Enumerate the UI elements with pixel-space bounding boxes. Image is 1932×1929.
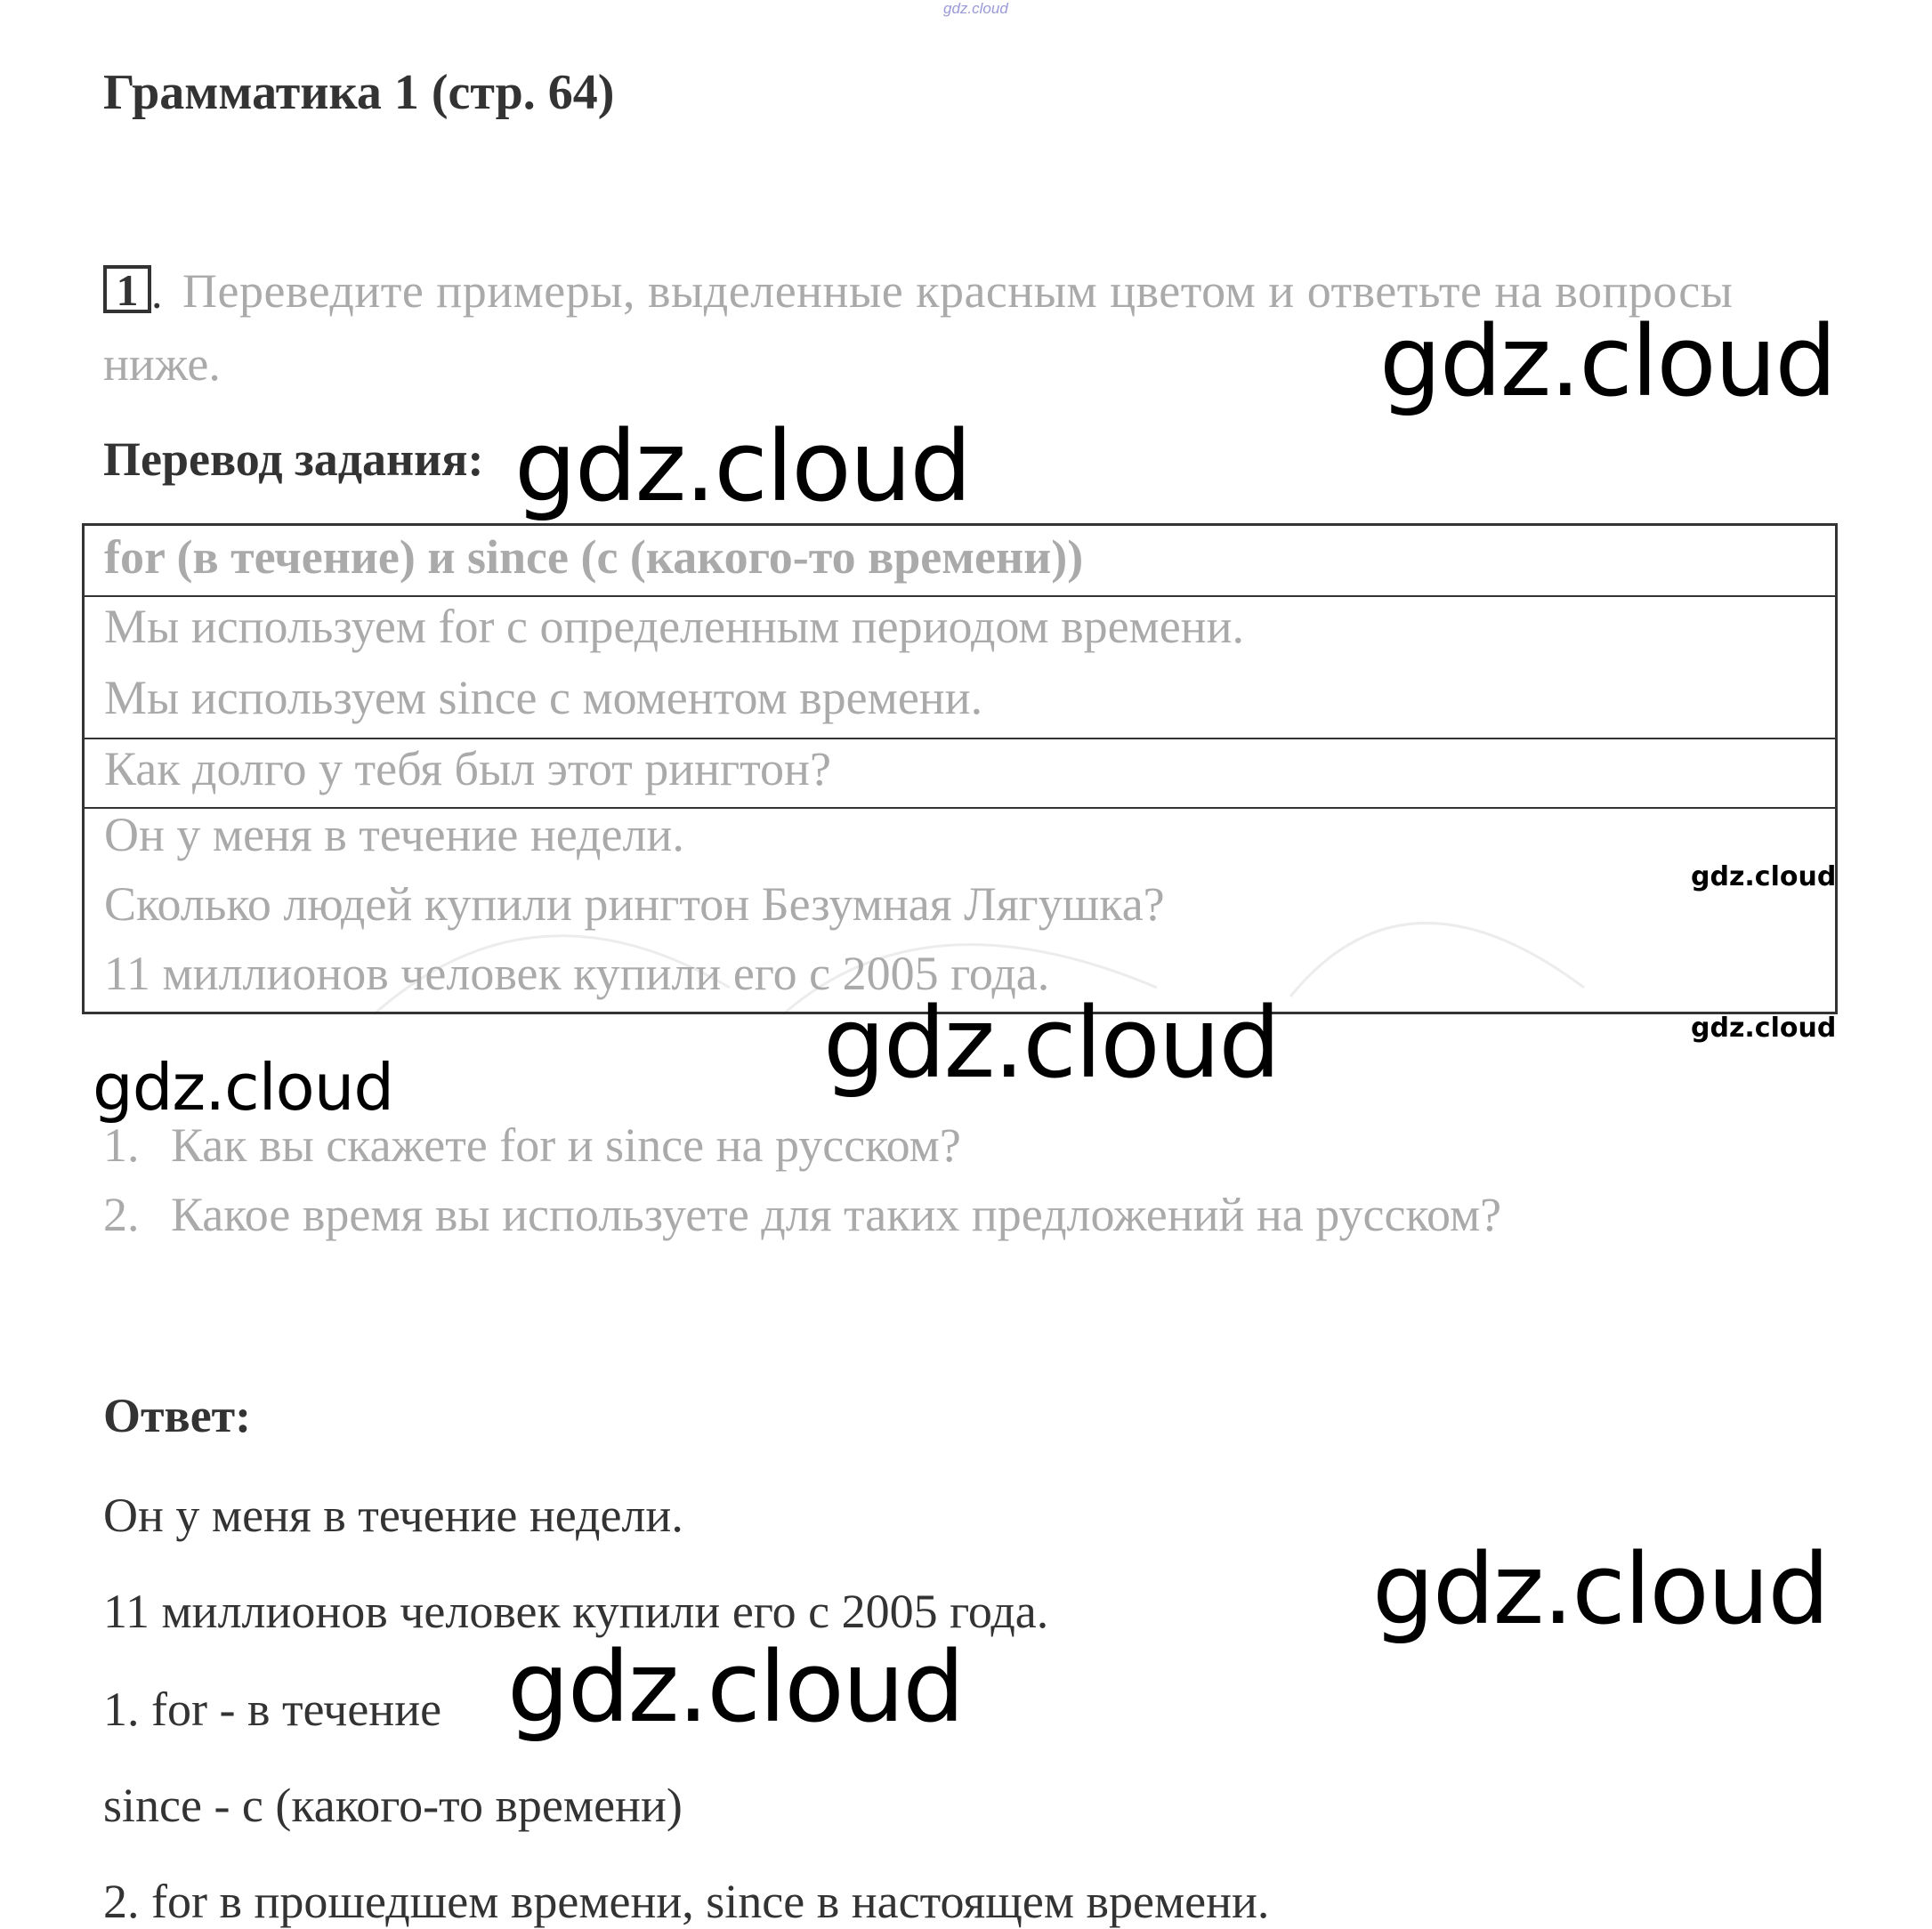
- watermark-small-1: gdz.cloud: [1691, 861, 1837, 892]
- task-text-line-2: ниже.: [103, 337, 221, 391]
- translation-heading: Перевод задания:: [103, 432, 484, 486]
- grammar-box-question-row: [85, 738, 1835, 809]
- page-title: Грамматика 1 (стр. 64): [103, 65, 615, 120]
- watermark-4: gdz.cloud: [93, 1050, 394, 1125]
- grammar-box-examples-row: [85, 807, 1835, 1012]
- grammar-box-header: for (в течение) и since (с (какого-то времени)): [104, 530, 1084, 584]
- top-watermark: gdz.cloud: [943, 0, 1008, 17]
- question-2-text: Какое время вы используете для таких предложений на русском?: [171, 1188, 1502, 1241]
- question-1-text: Как вы скажете for и since на русском?: [171, 1118, 961, 1172]
- grammar-example-3: 11 миллионов человек купили его с 2005 года.: [104, 947, 1050, 1000]
- watermark-3: gdz.cloud: [823, 986, 1280, 1100]
- grammar-rule-1: Мы используем for с определенным периодом времени.: [104, 600, 1244, 653]
- answer-line-2: 11 миллионов человек купили его с 2005 года.: [103, 1585, 1049, 1638]
- answer-line-4: since - с (какого-то времени): [103, 1779, 683, 1832]
- grammar-box-header-row: [85, 526, 1835, 597]
- task-number-dot: .: [151, 268, 163, 318]
- watermark-5: gdz.cloud: [1372, 1532, 1829, 1646]
- answer-line-3: 1. for - в течение: [103, 1683, 442, 1736]
- answer-line-5: 2. for в прошедшем времени, since в настоящем времени.: [103, 1875, 1270, 1928]
- grammar-example-2: Сколько людей купили рингтон Безумная Лягушка?: [104, 877, 1165, 931]
- question-1-number: 1.: [103, 1118, 140, 1172]
- grammar-box-rules-row: [85, 595, 1835, 739]
- grammar-rule-2: Мы используем since с моментом времени.: [104, 671, 983, 724]
- question-2: [103, 1187, 1501, 1242]
- watermark-1: gdz.cloud: [1379, 304, 1836, 418]
- question-1: [103, 1118, 961, 1173]
- watermark-6: gdz.cloud: [507, 1630, 964, 1744]
- watermark-small-2: gdz.cloud: [1691, 1013, 1837, 1044]
- task-number-box: 1: [103, 265, 151, 313]
- grammar-example-1: Он у меня в течение недели.: [104, 808, 684, 861]
- answer-line-1: Он у меня в течение недели.: [103, 1489, 683, 1542]
- watermark-2: gdz.cloud: [514, 409, 971, 523]
- grammar-rule-box: [82, 523, 1838, 1014]
- question-2-number: 2.: [103, 1188, 140, 1241]
- task-text-line-1: Переведите примеры, выделенные красным цветом и ответьте на вопросы: [182, 264, 1734, 318]
- answer-heading: Ответ:: [103, 1389, 252, 1442]
- grammar-box-question: Как долго у тебя был этот рингтон?: [104, 742, 831, 795]
